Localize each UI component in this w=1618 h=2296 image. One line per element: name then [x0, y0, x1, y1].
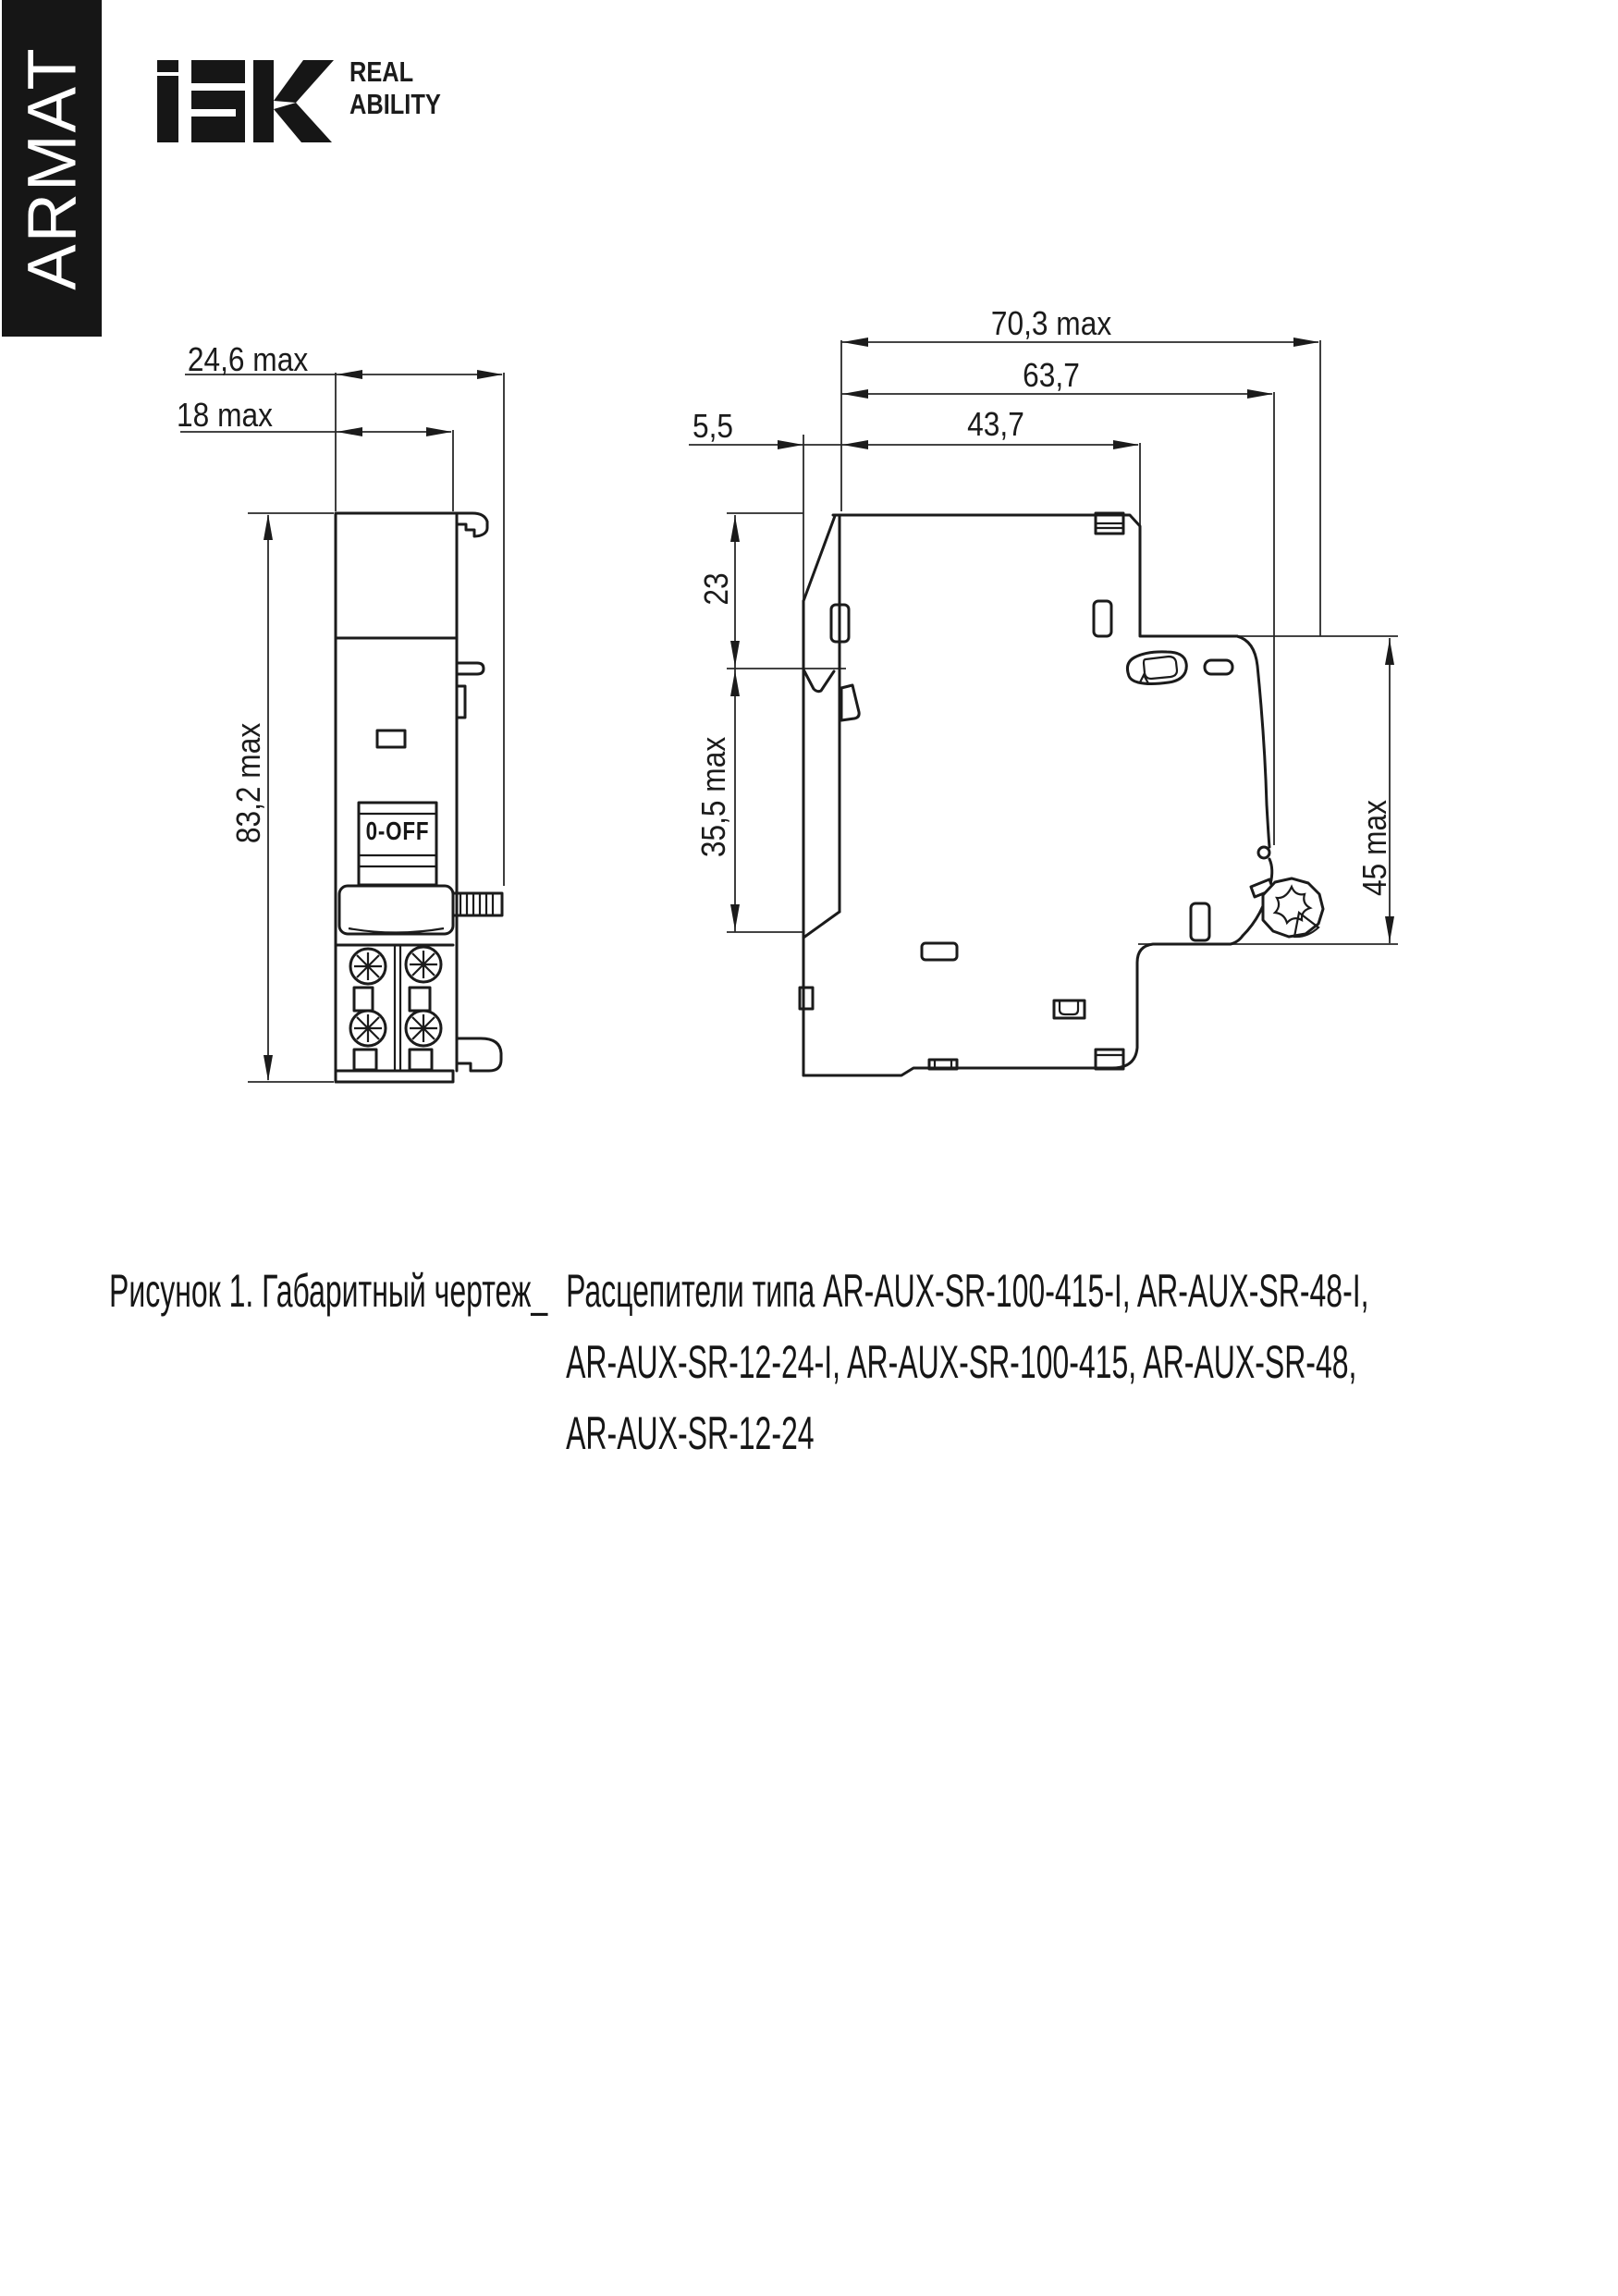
- logo-tagline-line2: ABILITY: [349, 88, 441, 120]
- dim-label-front-width-body: 18 max: [177, 396, 273, 434]
- dim-label-side-mid-section: 35,5 max: [694, 736, 732, 858]
- figure-caption-label: Рисунок 1. Габаритный чертеж_: [109, 1265, 548, 1317]
- figure-caption: [109, 1256, 1369, 1469]
- dim-label-front-height: 83,2 max: [229, 722, 267, 844]
- terminal-screw: [350, 949, 386, 984]
- dim-label-side-offset: 5,5: [692, 407, 734, 445]
- caption-types-line2: AR-AUX-SR-12-24-I, AR-AUX-SR-100-415, AR-AUX-SR-48,: [566, 1336, 1357, 1388]
- caption-types-line1: Расцепители типа AR-AUX-SR-100-415-I, AR-AUX-SR-48-I,: [566, 1265, 1369, 1317]
- figure-caption-types: [566, 1256, 1368, 1469]
- terminal-screw: [350, 1011, 386, 1046]
- din-latch: [1251, 878, 1323, 937]
- logo-tagline-line1: REAL: [349, 55, 414, 88]
- dim-label-side-depth-front: 43,7: [967, 405, 1024, 443]
- toggle-switch-label: 0-OFF: [365, 816, 430, 845]
- dim-label-side-depth-total: 70,3 max: [990, 304, 1112, 342]
- dim-label-side-top-section: 23: [697, 572, 735, 606]
- side-view-drawing: [689, 338, 1398, 1075]
- terminal-screw: [406, 1011, 441, 1046]
- dim-label-side-height-rear: 45 max: [1355, 800, 1393, 896]
- dim-label-side-depth-body: 63,7: [1023, 356, 1080, 394]
- brand-vertical-label: ARMAT: [13, 46, 91, 290]
- terminal-screw: [406, 947, 441, 982]
- caption-types-line3: AR-AUX-SR-12-24: [566, 1407, 815, 1459]
- dim-label-front-width-total: 24,6 max: [187, 340, 309, 378]
